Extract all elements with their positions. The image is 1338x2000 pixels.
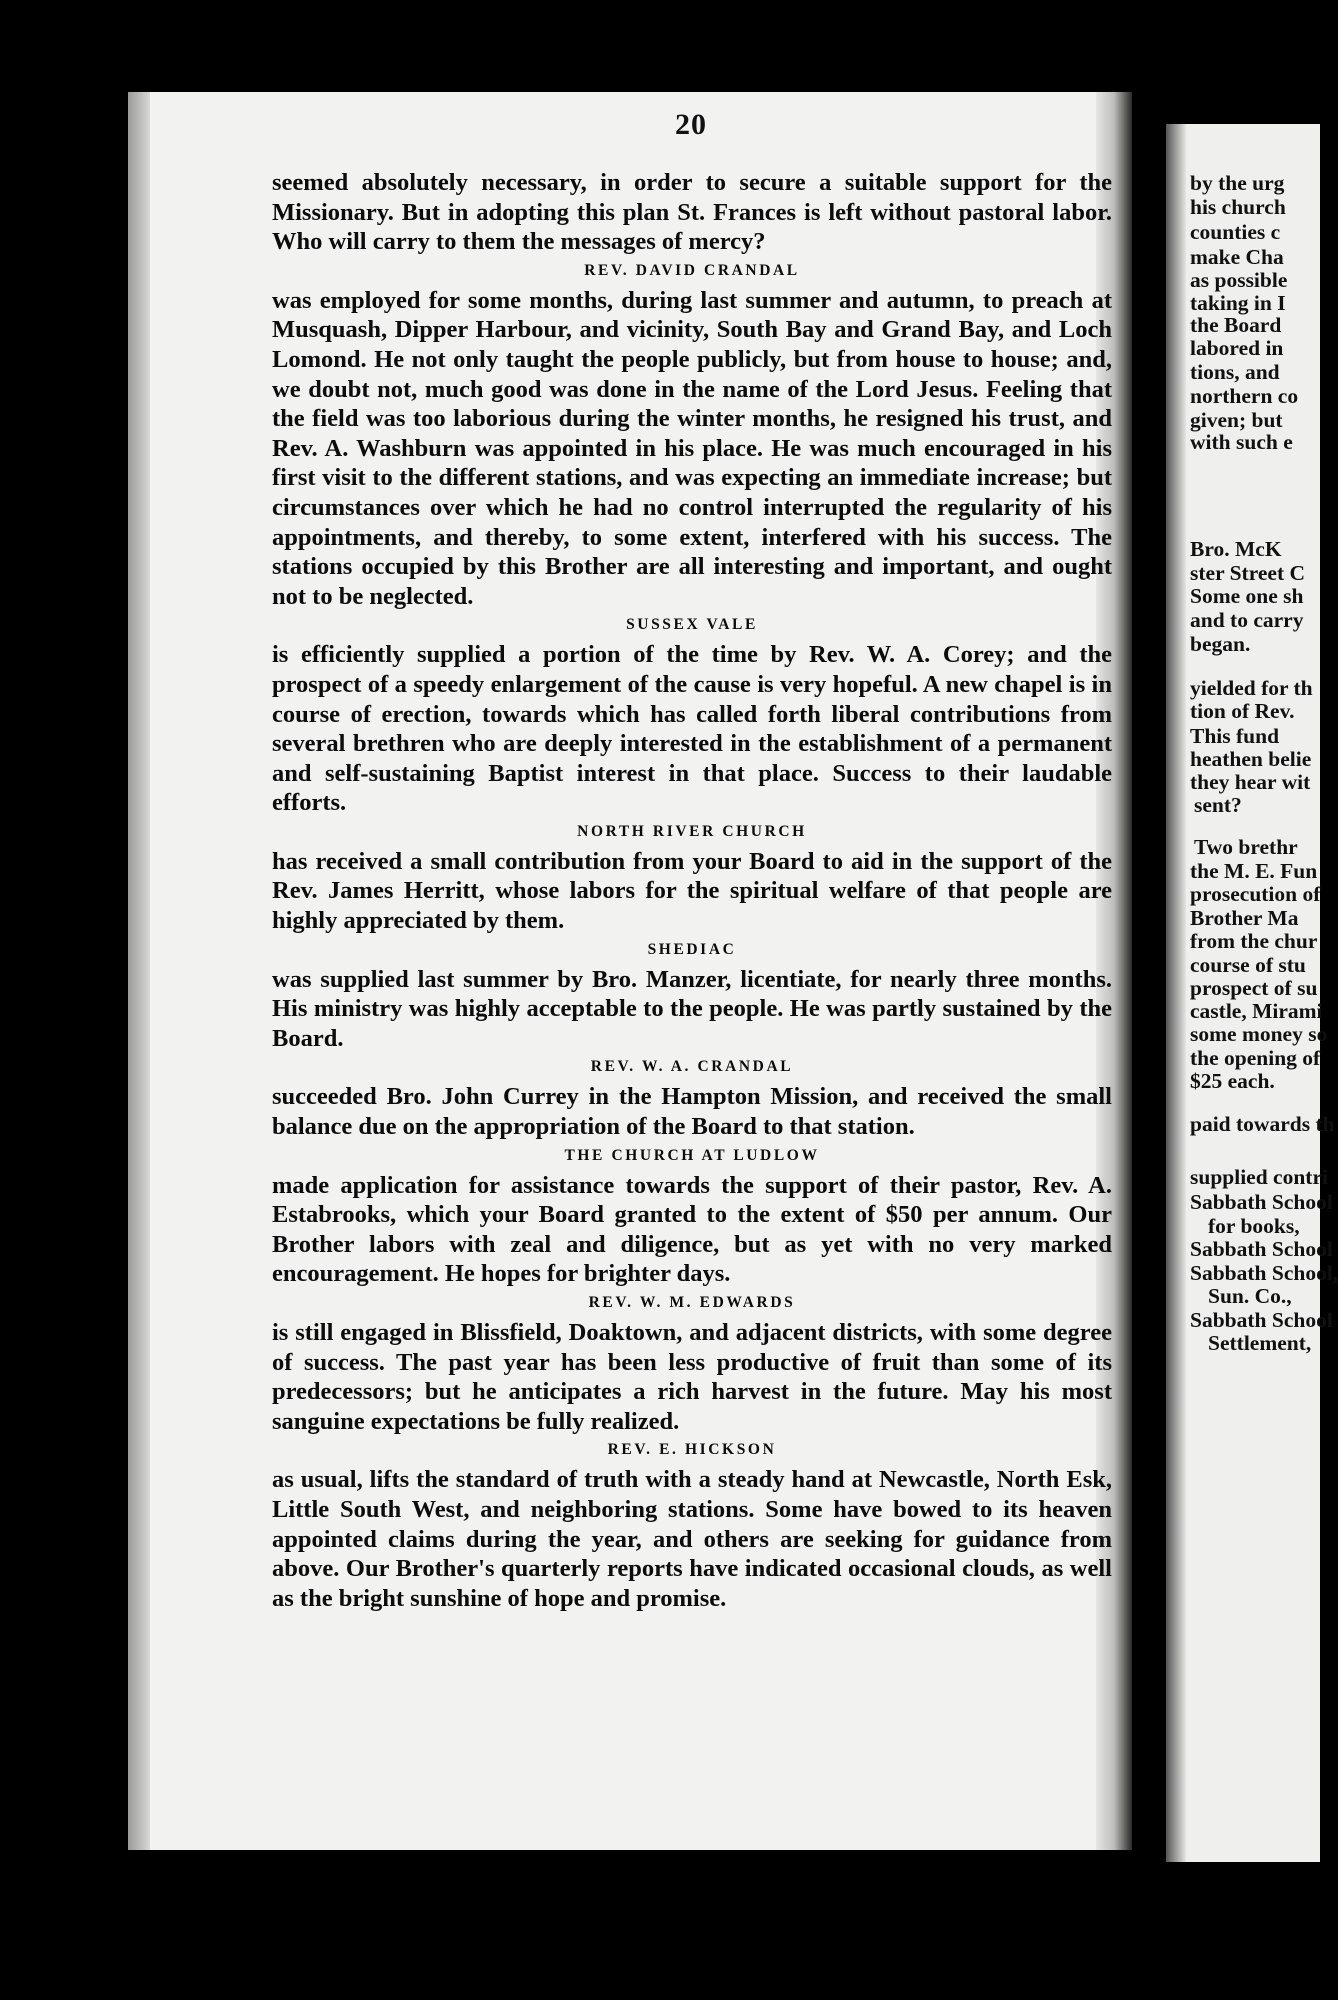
facing-page-line: Some one sh [1190,584,1304,608]
facing-page-line: Sabbath School [1190,1237,1333,1261]
facing-page-line: Sabbath School [1190,1190,1333,1214]
facing-page-line: Two brethr [1194,835,1298,859]
page-number: 20 [675,108,707,141]
paragraph: seemed absolutely necessary, in order to secure a suitable support for the Missionary. But in adopting this plan St. Frances is left without pastoral labor. Who will carry to them the messages of mercy? [272,169,1112,256]
facing-page-line: by the urg [1190,171,1285,195]
facing-page-line: $25 each. [1190,1069,1275,1093]
facing-page-line: the opening of [1190,1046,1321,1070]
facing-page-line: Sun. Co., [1208,1284,1292,1308]
paragraph: was supplied last summer by Bro. Manzer, licentiate, for nearly three months. His ministry was highly acceptable to the people. He was partly sustained by the Board. [272,965,1112,1052]
section-heading: SHEDIAC [647,940,737,958]
facing-page-line: make Cha [1190,245,1284,269]
facing-page-line: counties c [1190,220,1281,244]
paragraph: made application for assistance towards the support of their pastor, Rev. A. Estabrooks, which your Board granted to the extent of $50 per annum. Our Brother labors with zeal and diligence, but as yet with no very marked encouragement. He hopes for brighter days. [272,1171,1112,1288]
facing-page-line: Sabbath School, [1190,1261,1338,1285]
section-heading: REV. W. A. CRANDAL [590,1058,794,1076]
facing-page-line: Settlement, [1208,1331,1312,1355]
facing-page-line: prospect of su [1190,976,1318,1000]
facing-page-line: some money so [1190,1022,1328,1046]
facing-page-line: the M. E. Fun [1190,859,1318,883]
facing-page-line: with such e [1190,430,1293,454]
facing-page-line: given; but [1190,408,1283,432]
facing-page-line: for books, [1208,1214,1300,1238]
facing-page-line: taking in I [1190,291,1286,315]
facing-page-line: and to carry [1190,608,1304,632]
facing-page-shadow [1166,124,1186,1862]
facing-page-line: as possible [1190,268,1288,292]
facing-page-line: northern co [1190,384,1299,408]
facing-page-line: his church [1190,195,1286,219]
paragraph: as usual, lifts the standard of truth with a steady hand at Newcastle, North Esk, Little South West, and neighboring stations. Some have bowed to its heaven appointed claims during the year, and others are seeking for guidance from above. Our Brother's quarterly reports have indicated occasional clouds, as well as the bright sunshine of hope and promise. [272,1466,1112,1612]
paragraph: was employed for some months, during last summer and autumn, to preach at Musquash, Dipper Harbour, and vicinity, South Bay and Grand Bay, and Loch Lomond. He not only taught the people publicly, but from house to house; and, we doubt not, much good was done in the name of the Lord Jesus. Feeling that the field was too laborious during the winter months, he resigned his trust, and Rev. A. Washburn was appointed in his place. He was much encouraged in his first visit to the different stations, and was expecting an immediate increase; but circumstances over which he had no control interrupted the regularity of his appointments, and thereby, to some extent, interfered with his success. The stations occupied by this Brother are all interesting and important, and ought not to be neglected. [272,286,1112,610]
section-heading: REV. DAVID CRANDAL [584,261,800,279]
facing-page-line: began. [1190,632,1251,656]
facing-page-line: castle, Mirami [1190,999,1323,1023]
facing-page-line: labored in [1190,336,1284,360]
facing-page-line: ster Street C [1190,561,1306,585]
facing-page-line: supplied contri [1190,1165,1328,1189]
facing-page-line: course of stu [1190,953,1306,977]
facing-page-line: heathen belie [1190,747,1312,771]
facing-page-line: tions, and [1190,360,1280,384]
facing-page-line: Sabbath School [1190,1308,1333,1332]
section-heading: THE CHURCH AT LUDLOW [564,1146,820,1164]
facing-page-line: they hear wit [1190,770,1311,794]
paragraph: is efficiently supplied a portion of the time by Rev. W. A. Corey; and the prospect of a speedy enlargement of the cause is very hopeful. A new chapel is in course of erection, towards which has called forth liberal contributions from several brethren who are deeply interested in the establishment of a permanent and self-sustaining Baptist interest in that place. Success to their laudable efforts. [272,641,1112,817]
facing-page-line: the Board [1190,313,1282,337]
section-heading: NORTH RIVER CHURCH [577,822,807,840]
facing-page-line: sent? [1194,793,1242,817]
facing-page-line: tion of Rev. [1190,699,1295,723]
section-heading: REV. E. HICKSON [607,1441,777,1459]
facing-page-line: Bro. McK [1190,537,1282,561]
paragraph: is still engaged in Blissfield, Doaktown, and adjacent districts, with some degree of success. The past year has been less productive of fruit than some of its predecessors; but he anticipates a rich harvest in the future. May his most sanguine expectations be fully realized. [272,1319,1112,1435]
facing-page [1166,124,1338,1862]
facing-page-line: from the chur [1190,929,1318,953]
facing-page-line: prosecution of [1190,882,1321,906]
paragraph: succeeded Bro. John Currey in the Hampton Mission, and received the small balance due on the appropriation of the Board to that station. [272,1083,1112,1141]
paragraph: has received a small contribution from your Board to aid in the support of the Rev. James Herritt, whose labors for the spiritual welfare of that people are highly appreciated by them. [272,847,1112,935]
page-body [272,168,1112,1613]
facing-page-line: paid towards th [1190,1112,1335,1136]
section-heading: SUSSEX VALE [626,616,758,634]
facing-page-line: Brother Ma [1190,906,1299,930]
facing-page-line: yielded for th [1190,676,1313,700]
section-heading: REV. W. M. EDWARDS [588,1294,796,1311]
binding-shadow [128,92,150,1850]
facing-page-line: This fund [1190,724,1280,748]
